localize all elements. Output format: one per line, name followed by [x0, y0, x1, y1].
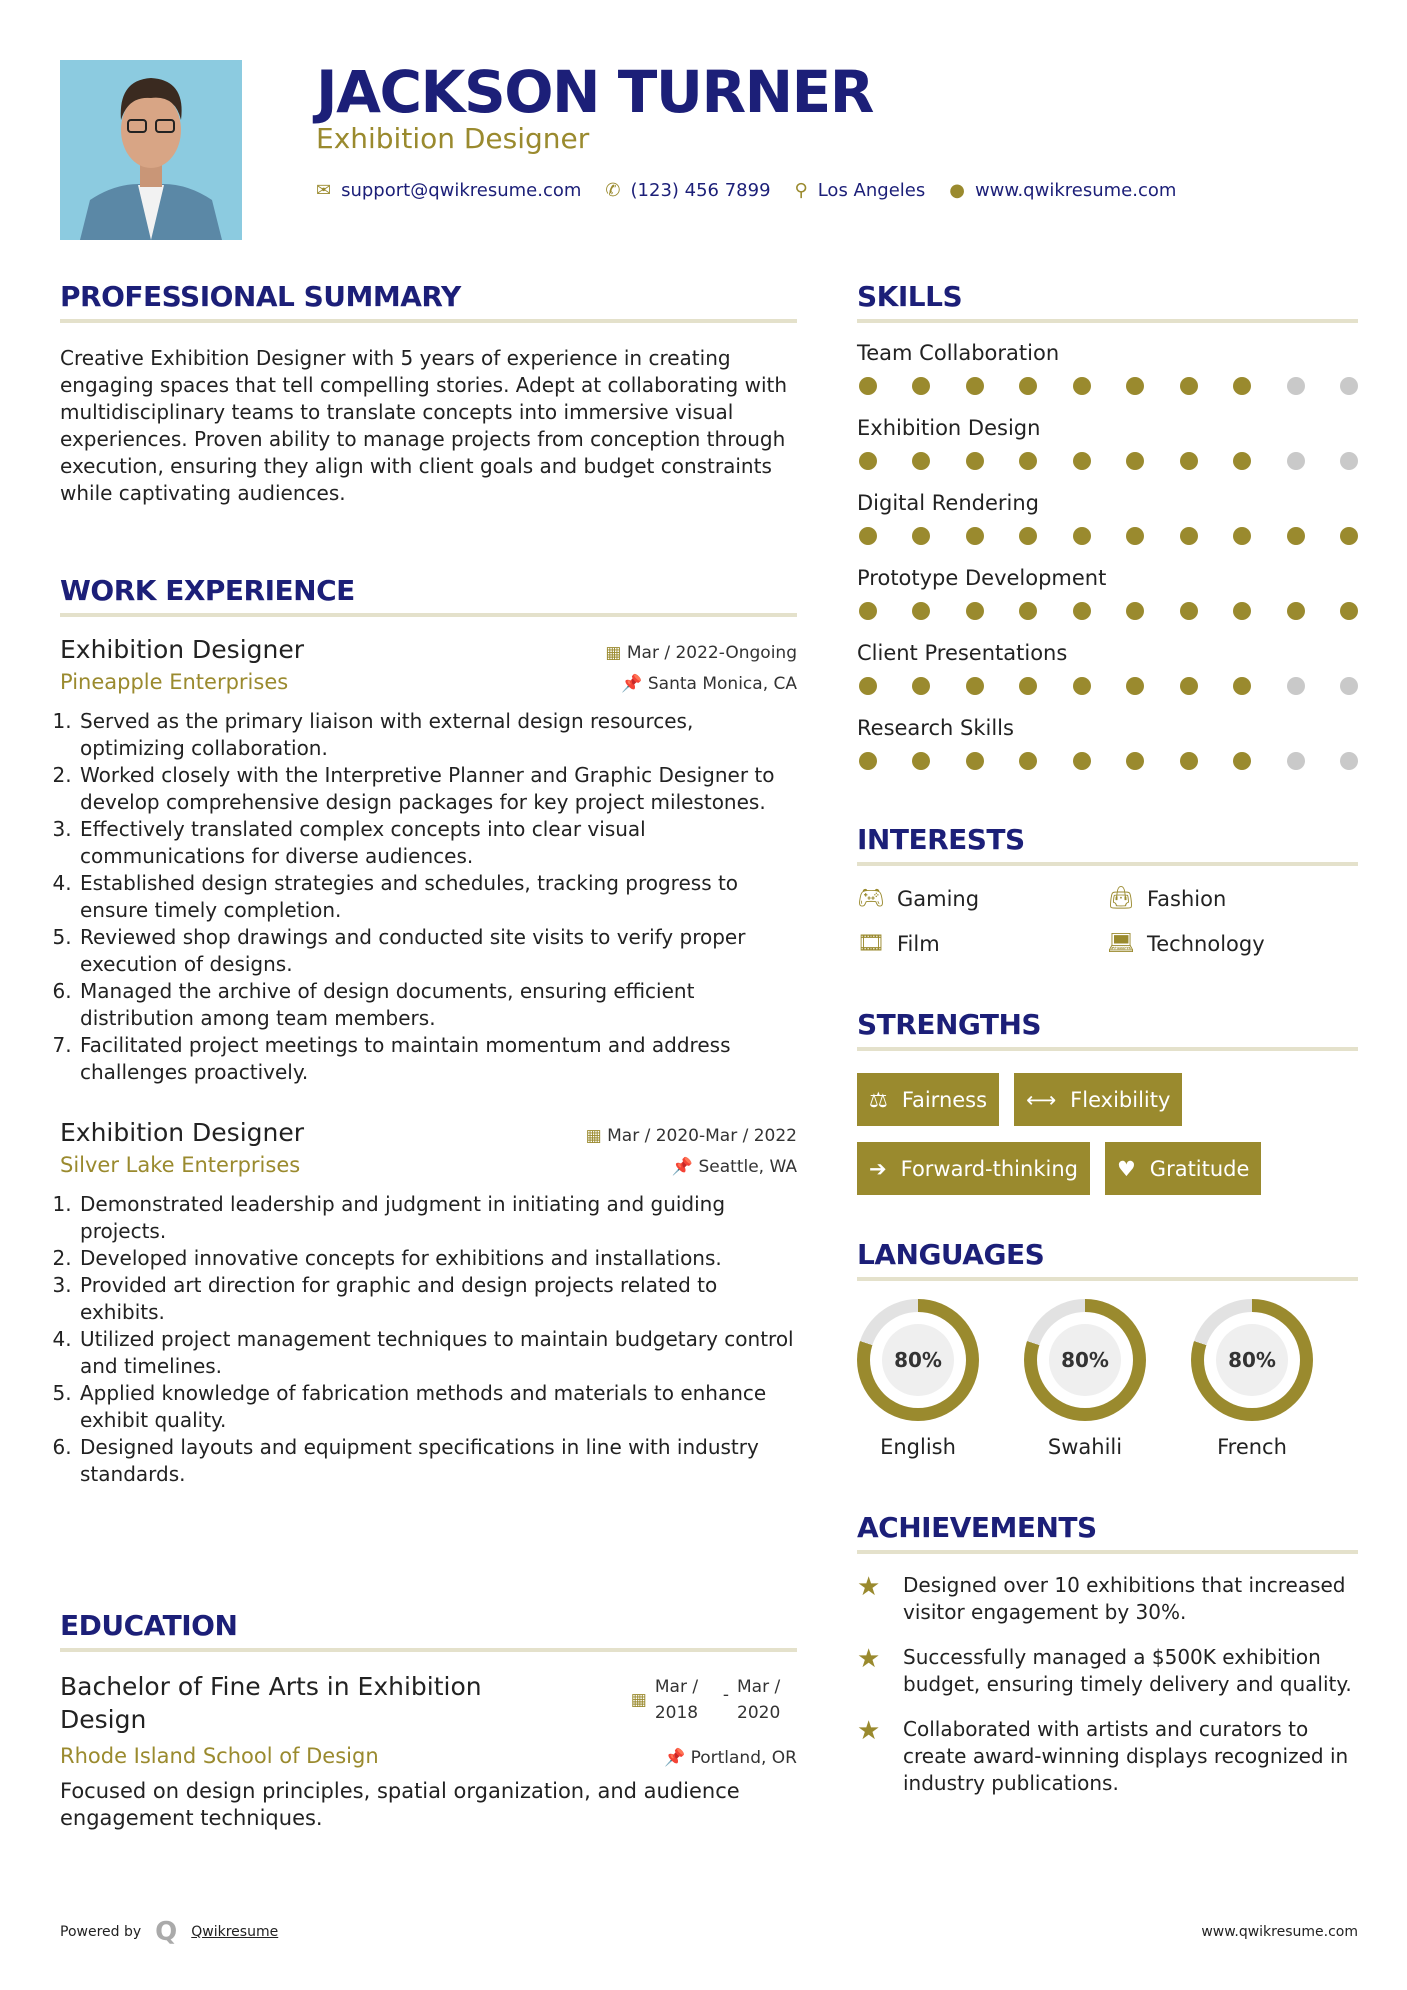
- strength-label: Flexibility: [1070, 1087, 1171, 1112]
- globe-icon: ●: [949, 180, 965, 201]
- heart-icon: ♥: [1116, 1156, 1136, 1181]
- summary-text: Creative Exhibition Designer with 5 years of experience in creating engaging spaces that tell compelling stories. Adept at collaborating with multidisciplinary teams to translate concepts into immersive visual experiences. Proven ability to manage projects from conception through execution, ensuring they align with client goals and budget constraints while captivating audiences.: [60, 346, 788, 505]
- language-percent: 80%: [882, 1324, 954, 1396]
- job-entry: [60, 635, 797, 1086]
- skill-dot: [1073, 602, 1091, 620]
- skill-dot: [1019, 677, 1037, 695]
- achievement-item: [857, 1572, 1358, 1626]
- skill-dot: [966, 752, 984, 770]
- skill-item: [857, 566, 1358, 641]
- skill-dot: [966, 527, 984, 545]
- duty-item: 3. Effectively translated complex concepts into clear visual communications for diverse audiences.: [78, 816, 797, 870]
- company-name: Pineapple Enterprises: [60, 670, 289, 694]
- pin-icon: 📌: [671, 1157, 694, 1177]
- skill-dot: [1340, 602, 1358, 620]
- section-heading: INTERESTS: [857, 823, 1025, 856]
- duty-item: 6. Managed the archive of design documents, ensuring efficient distribution among team members.: [78, 978, 797, 1032]
- star-icon: ★: [857, 1572, 881, 1602]
- divider: [857, 862, 1358, 866]
- interest-item: [857, 931, 1107, 956]
- section-heading: EDUCATION: [60, 1609, 238, 1642]
- education-dates: ▦ Mar / 2018 - Mar / 2020: [631, 1674, 797, 1726]
- star-icon: ★: [857, 1716, 881, 1746]
- skill-dot: [966, 452, 984, 470]
- skill-dot: [1126, 452, 1144, 470]
- duty-item: 6. Designed layouts and equipment specifications in line with industry standards.: [78, 1434, 797, 1488]
- skill-rating: [857, 527, 1360, 545]
- skill-dot: [912, 677, 930, 695]
- section-heading: PROFESSIONAL SUMMARY: [60, 280, 461, 313]
- language-name: English: [880, 1435, 956, 1459]
- skill-dot: [1287, 377, 1305, 395]
- duty-item: 5. Applied knowledge of fabrication methods and materials to enhance exhibit quality.: [78, 1380, 797, 1434]
- divider: [60, 1648, 797, 1652]
- language-name: Swahili: [1047, 1435, 1123, 1459]
- skill-dot: [912, 602, 930, 620]
- skill-dot: [966, 377, 984, 395]
- interest-item: [1107, 931, 1357, 956]
- skill-dot: [1340, 452, 1358, 470]
- skill-dot: [1126, 602, 1144, 620]
- skill-dot: [1287, 527, 1305, 545]
- skill-item: [857, 716, 1358, 791]
- duty-item: 4. Established design strategies and schedules, tracking progress to ensure timely completion.: [78, 870, 797, 924]
- section-heading: WORK EXPERIENCE: [60, 574, 355, 607]
- skill-label: Prototype Development: [857, 566, 1107, 590]
- skill-dot: [966, 677, 984, 695]
- skill-dot: [859, 527, 877, 545]
- skill-dot: [1019, 752, 1037, 770]
- strength-chip: [1014, 1073, 1182, 1126]
- section-heading: STRENGTHS: [857, 1008, 1042, 1041]
- section-heading: ACHIEVEMENTS: [857, 1511, 1097, 1544]
- section-heading: LANGUAGES: [857, 1238, 1045, 1271]
- skill-dot: [1233, 677, 1251, 695]
- company-name: Silver Lake Enterprises: [60, 1153, 301, 1177]
- website-link[interactable]: www.qwikresume.com: [974, 180, 1177, 201]
- skill-dot: [966, 602, 984, 620]
- shopping-bag-icon: 👜︎: [1107, 886, 1135, 911]
- strengths-section: [857, 1008, 1358, 1195]
- skill-dot: [1233, 752, 1251, 770]
- arrows-horizontal-icon: ⟷: [1026, 1087, 1057, 1112]
- language-percent: 80%: [1216, 1324, 1288, 1396]
- strength-chip: [1105, 1142, 1261, 1195]
- duty-item: 7. Facilitated project meetings to maintain momentum and address challenges proactively.: [78, 1032, 797, 1086]
- skill-dot: [1019, 377, 1037, 395]
- skill-item: [857, 641, 1358, 716]
- skill-rating: [857, 377, 1360, 395]
- language-proficiency-ring: [1191, 1299, 1313, 1421]
- strength-label: Forward-thinking: [900, 1156, 1078, 1181]
- skill-dot: [1180, 452, 1198, 470]
- language-name: French: [1217, 1435, 1287, 1459]
- interest-item: [1107, 886, 1357, 911]
- gamepad-icon: 🎮︎: [857, 886, 885, 911]
- language-item: [857, 1299, 979, 1459]
- laptop-icon: 💻︎: [1107, 931, 1135, 956]
- skill-dot: [1287, 752, 1305, 770]
- divider: [857, 1550, 1358, 1554]
- skill-dot: [1019, 602, 1037, 620]
- skill-rating: [857, 677, 1360, 695]
- skill-label: Client Presentations: [857, 641, 1068, 665]
- calendar-icon: ▦: [585, 1126, 602, 1146]
- strength-chip: [857, 1142, 1090, 1195]
- skill-dot: [1180, 527, 1198, 545]
- skill-dot: [859, 677, 877, 695]
- duty-item: 3. Provided art direction for graphic and design projects related to exhibits.: [78, 1272, 797, 1326]
- skill-item: [857, 341, 1358, 416]
- job-dates: Mar / 2022-Ongoing: [626, 643, 797, 663]
- skill-dot: [912, 752, 930, 770]
- languages-section: [857, 1238, 1358, 1459]
- work-section: [60, 574, 797, 1488]
- achievement-item: [857, 1716, 1358, 1797]
- skill-dot: [859, 752, 877, 770]
- skill-dot: [1073, 677, 1091, 695]
- job-dates: Mar / 2020-Mar / 2022: [607, 1126, 797, 1146]
- duty-item: 1. Demonstrated leadership and judgment in initiating and guiding projects.: [78, 1191, 797, 1245]
- duty-item: 2. Worked closely with the Interpretive Planner and Graphic Designer to develop comprehensive design packages for key project milestones.: [78, 762, 797, 816]
- achievement-text: Successfully managed a $500K exhibition budget, ensuring timely delivery and quality.: [903, 1645, 1352, 1696]
- job-duties: [60, 1191, 797, 1488]
- skill-dot: [1287, 452, 1305, 470]
- pin-icon: 📌: [664, 1748, 686, 1768]
- duty-item: 5. Reviewed shop drawings and conducted site visits to verify proper execution of designs.: [78, 924, 797, 978]
- qwikresume-logo-icon: Q: [155, 1917, 178, 1947]
- skill-dot: [1340, 752, 1358, 770]
- skill-dot: [1073, 527, 1091, 545]
- education-text: Focused on design principles, spatial organization, and audience engagement techniques.: [60, 1779, 740, 1830]
- balance-scale-icon: ⚖: [869, 1087, 888, 1112]
- skill-rating: [857, 752, 1360, 770]
- section-heading: SKILLS: [857, 280, 963, 313]
- divider: [857, 319, 1358, 323]
- skill-dot: [1019, 527, 1037, 545]
- degree-title: Bachelor of Fine Arts in Exhibition Design: [60, 1672, 482, 1734]
- calendar-icon: ▦: [630, 1690, 647, 1710]
- duty-item: 4. Utilized project management techniques to maintain budgetary control and timelines.: [78, 1326, 797, 1380]
- powered-by-text: Powered by: [60, 1924, 142, 1940]
- job-title: Exhibition Designer: [60, 635, 305, 664]
- duty-item: 1. Served as the primary liaison with external design resources, optimizing collaboration.: [78, 708, 797, 762]
- school-name: Rhode Island School of Design: [60, 1744, 379, 1768]
- skill-dot: [1287, 677, 1305, 695]
- skill-dot: [1340, 527, 1358, 545]
- skill-dot: [859, 602, 877, 620]
- interest-item: [857, 886, 1107, 911]
- strength-chip: [857, 1073, 999, 1126]
- skill-rating: [857, 452, 1360, 470]
- contact-bar: [316, 180, 1176, 201]
- achievement-text: Collaborated with artists and curators to create award-winning displays recognized in industry publications.: [903, 1717, 1349, 1795]
- skill-item: [857, 491, 1358, 566]
- language-item: [1024, 1299, 1146, 1459]
- candidate-title: Exhibition Designer: [316, 122, 590, 155]
- phone-icon: ✆: [605, 180, 621, 201]
- skill-dot: [1126, 527, 1144, 545]
- skill-dot: [1180, 752, 1198, 770]
- interest-label: Technology: [1147, 931, 1265, 956]
- candidate-name: JACKSON TURNER: [316, 58, 873, 126]
- interest-label: Film: [897, 931, 940, 956]
- interest-label: Fashion: [1147, 886, 1227, 911]
- skill-dot: [912, 452, 930, 470]
- job-location: Santa Monica, CA: [647, 674, 797, 694]
- skill-dot: [1073, 377, 1091, 395]
- duty-item: 2. Developed innovative concepts for exhibitions and installations.: [78, 1245, 797, 1272]
- education-section: [60, 1609, 797, 1832]
- interest-label: Gaming: [897, 886, 980, 911]
- skill-dot: [1287, 602, 1305, 620]
- skill-dot: [912, 377, 930, 395]
- skill-dot: [859, 377, 877, 395]
- job-location: Seattle, WA: [698, 1157, 797, 1177]
- qwikresume-link[interactable]: Qwikresume: [191, 1924, 279, 1940]
- interests-section: [857, 823, 1358, 956]
- profile-photo: [60, 60, 242, 240]
- skill-dot: [1126, 677, 1144, 695]
- skill-dot: [1073, 752, 1091, 770]
- calendar-icon: ▦: [605, 643, 622, 663]
- skill-label: Research Skills: [857, 716, 1014, 740]
- skill-dot: [1233, 377, 1251, 395]
- skill-dot: [1180, 677, 1198, 695]
- skill-dot: [1180, 602, 1198, 620]
- divider: [857, 1047, 1358, 1051]
- skill-label: Digital Rendering: [857, 491, 1040, 515]
- arrow-right-icon: ➔: [869, 1156, 887, 1181]
- skill-dot: [1073, 452, 1091, 470]
- skill-dot: [912, 527, 930, 545]
- language-proficiency-ring: [857, 1299, 979, 1421]
- achievements-section: [857, 1511, 1358, 1797]
- skill-dot: [1233, 527, 1251, 545]
- skill-dot: [1126, 377, 1144, 395]
- phone-text: (123) 456 7899: [630, 180, 771, 201]
- skills-section: [857, 280, 1358, 791]
- footer-website-link[interactable]: www.qwikresume.com: [1201, 1924, 1358, 1940]
- skill-dot: [1019, 452, 1037, 470]
- skill-dot: [859, 452, 877, 470]
- skill-dot: [1340, 677, 1358, 695]
- email-link[interactable]: support@qwikresume.com: [341, 180, 582, 201]
- skill-dot: [1126, 752, 1144, 770]
- skill-label: Exhibition Design: [857, 416, 1041, 440]
- footer: [60, 1917, 1358, 1947]
- skill-dot: [1180, 377, 1198, 395]
- education-location: Portland, OR: [690, 1748, 797, 1768]
- strength-label: Fairness: [901, 1087, 988, 1112]
- skill-dot: [1340, 377, 1358, 395]
- star-icon: ★: [857, 1644, 881, 1674]
- language-proficiency-ring: [1024, 1299, 1146, 1421]
- achievement-text: Designed over 10 exhibitions that increased visitor engagement by 30%.: [903, 1573, 1346, 1624]
- strength-label: Gratitude: [1149, 1156, 1250, 1181]
- film-icon: 🎞︎: [857, 931, 885, 956]
- envelope-icon: ✉: [316, 180, 332, 201]
- achievement-item: [857, 1644, 1358, 1698]
- skill-rating: [857, 602, 1360, 620]
- skill-dot: [1233, 602, 1251, 620]
- language-percent: 80%: [1049, 1324, 1121, 1396]
- summary-section: [60, 280, 797, 507]
- skill-item: [857, 416, 1358, 491]
- location-text: Los Angeles: [817, 180, 926, 201]
- job-duties: [60, 708, 797, 1086]
- language-item: [1191, 1299, 1313, 1459]
- job-entry: [60, 1118, 797, 1488]
- pin-icon: 📌: [621, 674, 643, 694]
- job-title: Exhibition Designer: [60, 1118, 305, 1147]
- map-pin-icon: ⚲: [794, 180, 808, 201]
- divider: [60, 613, 797, 617]
- skill-label: Team Collaboration: [857, 341, 1060, 365]
- skill-dot: [1233, 452, 1251, 470]
- divider: [857, 1277, 1358, 1281]
- divider: [60, 319, 797, 323]
